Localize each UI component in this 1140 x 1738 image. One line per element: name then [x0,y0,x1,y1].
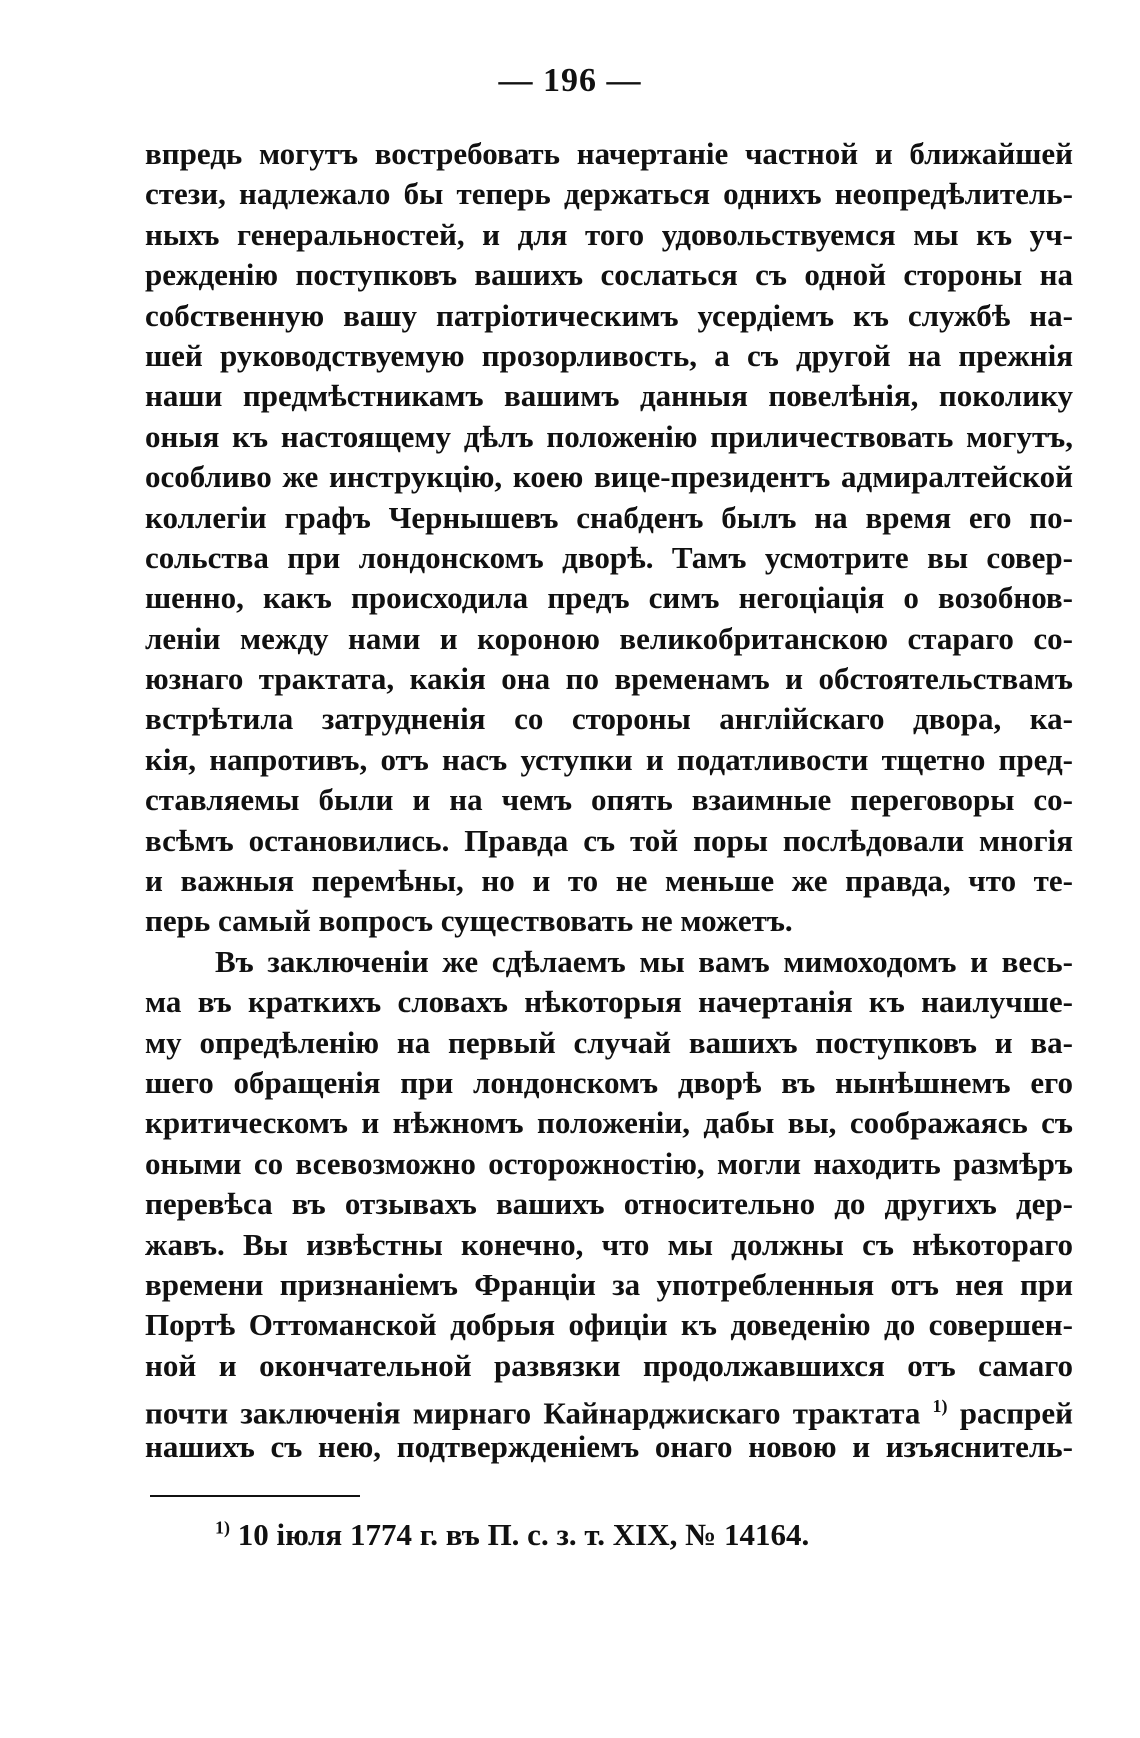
text-line: леніи между нами и короною великобританскою стараго со- [145,620,1073,656]
text-line: встрѣтила затрудненія со стороны англійскаго двора, ка- [145,701,1073,737]
text-line: шей руководствуемую прозорливость, а съ другой на прежнія [145,337,1073,373]
footnote-divider [150,1495,360,1497]
text-line-main: почти заключенія мирнаго Кайнарджискаго трактата [145,1395,921,1431]
text-line: шенно, какъ происходила предъ симъ негоціація о возобнов- [145,580,1073,616]
footnote-reference: 1) [932,1396,948,1417]
text-line: кія, напротивъ, отъ насъ уступки и податливости тщетно пред- [145,741,1073,777]
text-line-paragraph-start: Въ заключеніи же сдѣлаемъ мы вамъ мимоходомъ и весь- [215,943,1073,979]
footnote-marker: 1) [215,1517,230,1538]
text-line-with-footnote-ref [145,1386,1073,1431]
text-line: му опредѣленію на первый случай вашихъ поступковъ и ва- [145,1024,1073,1060]
body-text [145,134,1073,1467]
text-line: особливо же инструкцію, коею вице-президентъ адмиралтейской [145,459,1073,495]
text-line: режденію поступковъ вашихъ сослаться съ одной стороны на [145,257,1073,293]
text-line: оными со всевозможно осторожностію, могли находить размѣръ [145,1145,1073,1181]
text-line: всѣмъ остановились. Правда съ той поры послѣдовали многія [145,822,1073,858]
text-line: ставляемы были и на чемъ опять взаимные переговоры со- [145,782,1073,818]
text-line: перевѣса въ отзывахъ вашихъ относительно до другихъ дер- [145,1186,1073,1222]
text-line: ма въ краткихъ словахъ нѣкоторыя начертанія къ наилучше- [145,984,1073,1020]
text-line: шего обращенія при лондонскомъ дворѣ въ нынѣшнемъ его [145,1064,1073,1100]
text-line: ной и окончательной развязки продолжавшихся отъ самаго [145,1347,1073,1383]
text-line: коллегіи графъ Чернышевъ снабденъ былъ на время его по- [145,499,1073,535]
text-line: собственную вашу патріотическимъ усердіемъ къ службѣ на- [145,297,1073,333]
text-line: впредь могутъ востребовать начертаніе частной и ближайшей [145,136,1073,171]
text-line: сольства при лондонскомъ дворѣ. Тамъ усмотрите вы совер- [145,539,1073,575]
text-line: стези, надлежало бы теперь держаться однихъ неопредѣлитель- [145,176,1073,212]
footnote [215,1517,809,1553]
text-line: ныхъ генеральностей, и для того удовольствуемся мы къ уч- [145,216,1073,252]
text-line-paragraph-end: перь самый вопросъ существовать не можетъ. [145,903,793,939]
page-number: — 196 — [498,62,642,99]
text-line: критическомъ и нѣжномъ положеніи, дабы вы, соображаясь съ [145,1105,1073,1141]
text-line: времени признаніемъ Франціи за употребленныя отъ нея при [145,1266,1073,1302]
text-line: и важныя перемѣны, но и то не меньше же правда, что те- [145,863,1073,899]
text-line: Портѣ Оттоманской добрыя офиціи къ доведенію до совершен- [145,1307,1073,1343]
text-line-tail: распрей [959,1395,1073,1431]
text-line: нашихъ съ нею, подтвержденіемъ онаго новою и изъяснитель- [145,1428,1073,1464]
text-line: наши предмѣстникамъ вашимъ данныя повелѣнія, поколику [145,378,1073,414]
text-line: оныя къ настоящему дѣлъ положенію приличествовать могутъ, [145,418,1073,454]
text-line: юзнаго трактата, какія она по временамъ и обстоятельствамъ [145,661,1073,697]
footnote-text: 10 іюля 1774 г. въ П. с. з. т. XIX, № 14164. [237,1517,810,1552]
text-line: жавъ. Вы извѣстны конечно, что мы должны съ нѣкотораго [145,1226,1073,1262]
